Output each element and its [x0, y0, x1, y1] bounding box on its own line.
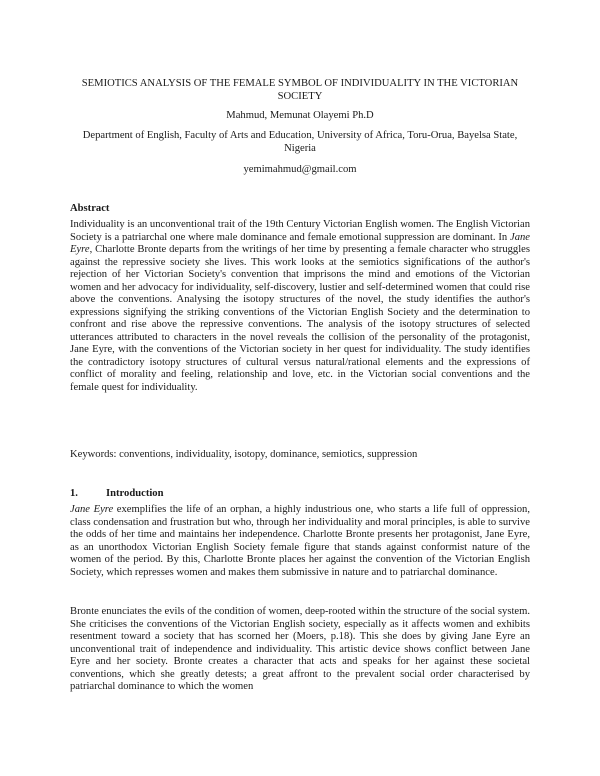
author-line: Mahmud, Memunat Olayemi Ph.D	[226, 110, 374, 121]
intro-p1-text: exemplifies the life of an orphan, a highly industrious one, who starts a life full of oppression, class condensation and frustration but who, through her individuality and moral principles, is able to survive the odds of her time and maintains her independence. Charlotte Bronte presents her protagonist, Jane Eyre, as an unorthodox Victorian English Society female figure that stands against conformist nature of the women of the period. By this, Charlotte Bronte places her against the convention of the Victorian English Society, which represses women and makes them submissive in nature and to patriarchal dominance.	[70, 504, 530, 578]
intro-paragraph-2: Bronte enunciates the evils of the condition of women, deep-rooted within the structure of the social system. She criticises the conventions of the Victorian English society, especially as it affects women and exhibits resentment toward a society that has scorned her (Moers, p.18). This she does by giving Jane Eyre an unconventional trait of independence and individuality. This artistic device shows conflict between Jane Eyre and her society. Bronte creates a character that acts and speaks for her against these societal conventions, which she greatly detests; a great affront to the prevalent social order characterised by patriarchal dominance to which the women	[70, 606, 530, 692]
section-number: 1.	[70, 488, 78, 499]
author-email: yemimahmud@gmail.com	[243, 164, 357, 175]
abstract-heading: Abstract	[70, 203, 110, 214]
abstract-text-b: , Charlotte Bronte departs from the writings of her time by presenting a female character who struggles against the repressive society she lives. This work looks at the semiotics significations of the author's rejection of her Victorian Society's convention that imprisons the mind and emotions of the Victorian women and her advocacy for individuality, self-discovery, lustier and self-determined women that could rise above the conventions. Analysing the isotopy structures of the novel, the study identifies the author's expressions signifying the striking conventions of the Victorian English Society and the determination to confront and rise above the repressive conventions. The analysis of the isotopy structures of selected utterances attributed to characters in the novel reveals the collision of the personality of the protagonist, Jane Eyre, with the conventions of the Victorian society in her quest for individuality. The study identifies the contradictory isotopy structures of cultural versus natural/rational elements and the expressions of conflict of morality and feeling, relationship and love, etc. in the Victorian social conventions and the female quest for individuality.	[70, 244, 530, 393]
section-title: Introduction	[106, 488, 164, 499]
abstract-body	[70, 219, 530, 394]
keywords-line: Keywords: conventions, individuality, isotopy, dominance, semiotics, suppression	[70, 449, 418, 460]
paper-title: SEMIOTICS ANALYSIS OF THE FEMALE SYMBOL OF INDIVIDUALITY IN THE VICTORIAN SOCIETY	[81, 78, 519, 102]
abstract-italic-title: Jane Eyre	[70, 231, 530, 255]
affiliation: Department of English, Faculty of Arts and Education, University of Africa, Toru-Orua, Bayelsa State, Nigeria	[82, 130, 518, 154]
intro-paragraph-1	[70, 504, 530, 579]
section-heading-introduction	[70, 488, 164, 500]
intro-italic-title: Jane Eyre	[70, 504, 114, 515]
abstract-text-a: Individuality is an unconventional trait of the 19th Century Victorian English women. The English Victorian Society is a patriarchal one where male dominance and female emotional suppression are dominant. In	[70, 219, 530, 243]
